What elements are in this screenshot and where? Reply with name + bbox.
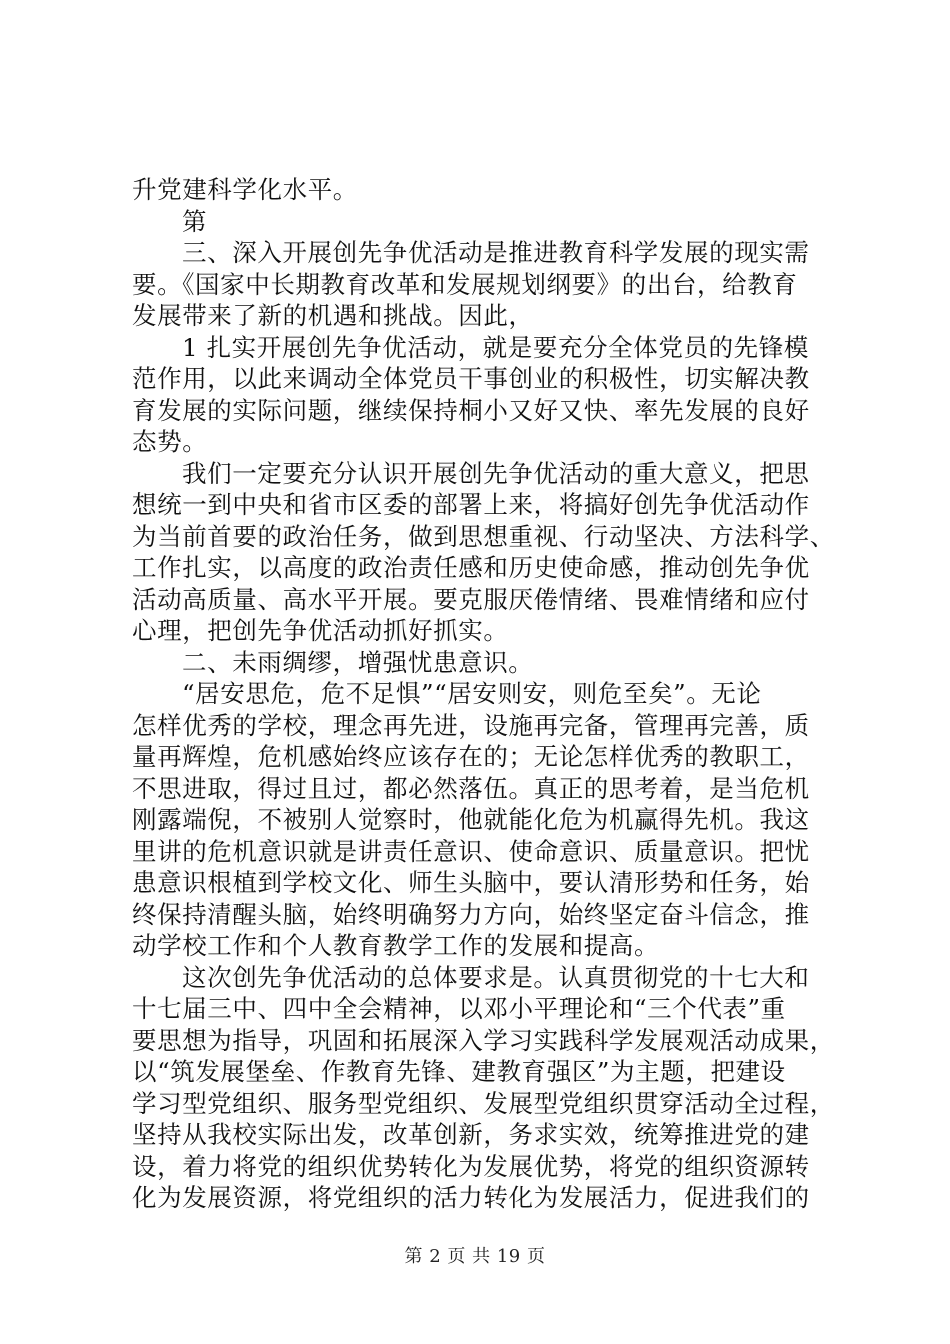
text-line: 育发展的实际问题，继续保持桐小又好又快、率先发展的良好 [132,395,810,425]
text-line: 以“筑发展堡垒、作教育先锋、建教育强区”为主题，把建设 [132,1057,786,1086]
text-line: 化为发展资源，将党组织的活力转化为发展活力，促进我们的 [132,1183,810,1212]
document-body [132,174,835,1214]
text-line: 要。《国家中长期教育改革和发展规划纲要》的出台，给教育 [132,269,798,299]
text-line: 升党建科学化水平。 [132,175,358,204]
text-line: 设，着力将党的组织优势转化为发展优势，将党的组织资源转 [132,1151,810,1181]
text-line: 不思进取，得过且过，都必然落伍。真正的思考着，是当危机 [132,773,810,803]
text-line: “居安思危，危不足惧”“居安则安，则危至矣”。无论 [182,679,762,708]
text-line: 我们一定要充分认识开展创先争优活动的重大意义，把思 [182,458,810,488]
text-line: 活动高质量、高水平开展。要克服厌倦情绪、畏难情绪和应付 [132,584,810,614]
text-line: 学习型党组织、服务型党组织、发展型党组织贯穿活动全过程， [132,1088,835,1118]
text-line: 工作扎实，以高度的政治责任感和历史使命感，推动创先争优 [132,553,810,582]
text-line: 患意识根植到学校文化、师生头脑中，要认清形势和任务，始 [132,868,810,897]
text-line: 动学校工作和个人教育教学工作的发展和提高。 [132,931,660,960]
text-line: 第 [182,206,208,236]
text-line: 心理，把创先争优活动抓好抓实。 [132,616,509,645]
text-line: 范作用，以此来调动全体党员干事创业的积极性，切实解决教 [132,364,810,393]
text-line: 三、深入开展创先争优活动是推进教育科学发展的现实需 [182,238,810,267]
text-line: 为当前首要的政治任务，做到思想重视、行动坚决、方法科学、 [132,521,835,551]
text-line: 态势。 [132,427,208,456]
text-line: 要思想为指导，巩固和拓展深入学习实践科学发展观活动成果， [132,1025,835,1055]
text-line: 1 扎实开展创先争优活动，就是要充分全体党员的先锋模 [182,332,809,362]
text-line: 这次创先争优活动的总体要求是。认真贯彻党的十七大和 [182,962,810,992]
text-line: 终保持清醒头脑，始终明确努力方向，始终坚定奋斗信念，推 [132,899,810,929]
text-line: 二、未雨绸缪，增强忧患意识。 [182,647,534,677]
text-line: 十七届三中、四中全会精神，以邓小平理论和“三个代表”重 [132,994,786,1023]
text-line: 刚露端倪，不被别人觉察时，他就能化危为机赢得先机。我这 [132,805,810,834]
text-line: 怎样优秀的学校，理念再先进，设施再完备，管理再完善，质 [132,710,810,740]
text-line: 发展带来了新的机遇和挑战。因此， [132,301,534,330]
text-line: 量再辉煌，危机感始终应该存在的；无论怎样优秀的教职工， [132,742,810,771]
text-line: 坚持从我校实际出发，改革创新，务求实效，统筹推进党的建 [132,1120,810,1149]
page-footer: 第 2 页 共 19 页 [404,1246,546,1267]
text-line: 想统一到中央和省市区委的部署上来，将搞好创先争优活动作 [132,490,810,519]
text-line: 里讲的危机意识就是讲责任意识、使命意识、质量意识。把忧 [132,836,810,866]
